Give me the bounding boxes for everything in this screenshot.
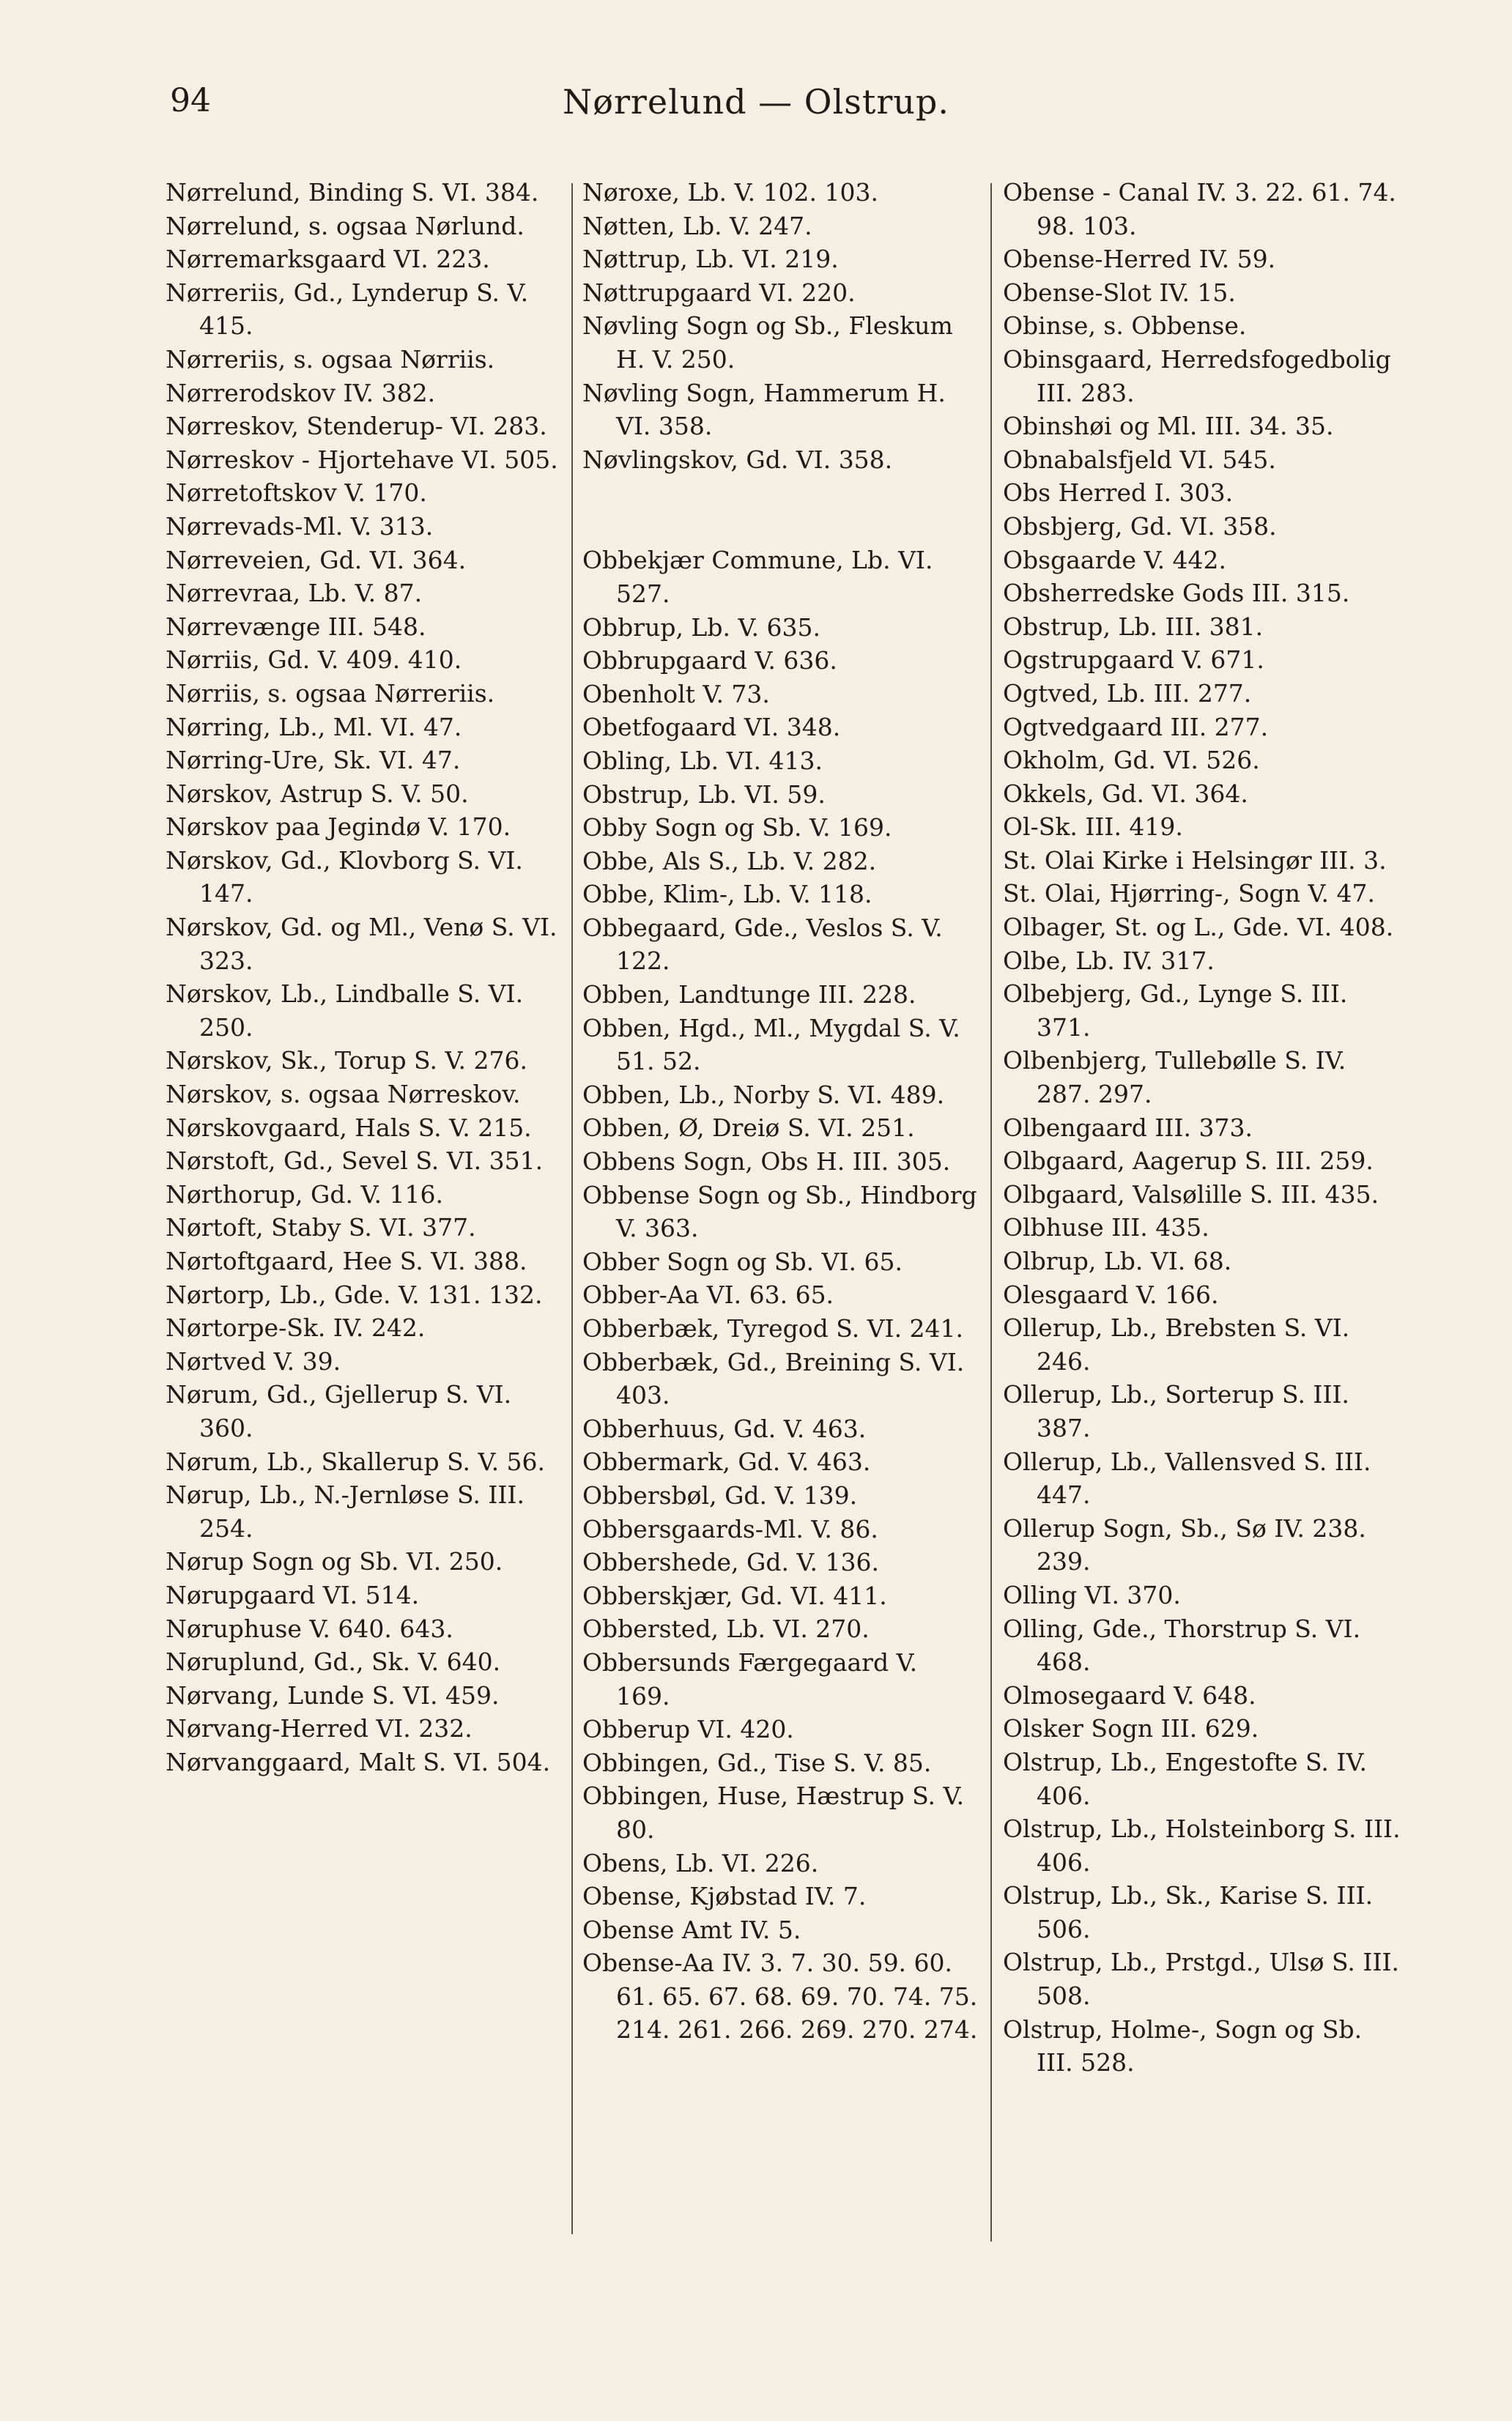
index-entry: Nøvling Sogn, Hammerum H. VI. 358. — [582, 378, 946, 441]
index-entry: Obnabalsfjeld VI. 545. — [1003, 445, 1276, 474]
index-entry: Obben, Ø, Dreiø S. VI. 251. — [582, 1113, 915, 1143]
index-entry: Obenholt V. 73. — [582, 679, 770, 708]
index-entry: Obs Herred I. 303. — [1003, 478, 1234, 508]
index-entry: Nørriis, Gd. V. 409. 410. — [166, 645, 462, 675]
index-entry: St. Olai Kirke i Helsingør III. 3. — [1003, 845, 1387, 875]
index-entry: Obbegaard, Gde., Veslos S. V. 122. — [582, 913, 943, 976]
index-entry: Obbekjær Commune, Lb. VI. 527. — [582, 546, 933, 608]
index-entry: Nøroxe, Lb. V. 102. 103. — [582, 178, 879, 207]
index-entry: Nørup, Lb., N.-Jernløse S. III. 254. — [166, 1480, 525, 1543]
index-entry: Obbense Sogn og Sb., Hindborg V. 363. — [582, 1180, 977, 1243]
index-entry: Olbrup, Lb. VI. 68. — [1003, 1247, 1232, 1275]
index-entry: Ogstrupgaard V. 671. — [1003, 645, 1264, 675]
index-entry: Olling, Gde., Thorstrup S. VI. 468. — [1003, 1614, 1361, 1677]
index-entry: Nørremarksgaard VI. 223. — [166, 245, 490, 274]
index-entry: Nørring, Lb., Ml. VI. 47. — [166, 712, 462, 741]
index-entry: Obling, Lb. VI. 413. — [582, 746, 823, 775]
index-entry: Nørum, Lb., Skallerup S. V. 56. — [166, 1447, 546, 1476]
index-entry: Nørskov, Gd. og Ml., Venø S. VI. 323. — [166, 913, 557, 975]
index-entry: Nørupgaard VI. 514. — [166, 1580, 420, 1609]
index-entry: Obense Amt IV. 5. — [582, 1915, 801, 1944]
index-entry: Nøvlingskov, Gd. VI. 358. — [582, 445, 893, 474]
index-entry: Olstrup, Lb., Engestofte S. IV. 406. — [1003, 1747, 1367, 1810]
index-entry: Nøtten, Lb. V. 247. — [582, 211, 812, 240]
section-gap — [582, 476, 978, 544]
index-entry: Olesgaard V. 166. — [1003, 1280, 1219, 1309]
index-entry: Obbrup, Lb. V. 635. — [582, 612, 820, 642]
index-entry: Obbermark, Gd. V. 463. — [582, 1447, 871, 1477]
index-entry: Olstrup, Lb., Prstgd., Ulsø S. III. 508. — [1003, 1948, 1400, 2011]
index-entry: Nørrelund, s. ogsaa Nørlund. — [166, 211, 525, 240]
index-entry: Nørrevænge III. 548. — [166, 612, 426, 641]
index-entry: Nøruphuse V. 640. 643. — [166, 1614, 453, 1643]
index-entry: Obbersbøl, Gd. V. 139. — [582, 1480, 858, 1510]
index-entry: Olsker Sogn III. 629. — [1003, 1714, 1259, 1743]
index-entry: Olbebjerg, Gd., Lynge S. III. 371. — [1003, 979, 1348, 1042]
index-entry: Obberbæk, Gd., Breining S. VI. 403. — [582, 1347, 965, 1410]
index-entry: Nørskov, Gd., Klovborg S. VI. 147. — [166, 845, 523, 908]
index-entry: Ollerup Sogn, Sb., Sø IV. 238. 239. — [1003, 1513, 1366, 1576]
index-entry: Olbhuse III. 435. — [1003, 1213, 1209, 1242]
index-entry: Nørvang, Lunde S. VI. 459. — [166, 1680, 500, 1710]
index-entry: Nørtoft, Staby S. VI. 377. — [166, 1213, 476, 1242]
index-entry: Obstrup, Lb. III. 381. — [1003, 612, 1264, 641]
index-entry: Nørreskov, Stenderup- VI. 283. — [166, 412, 547, 441]
index-entry: Obsgaarde V. 442. — [1003, 545, 1227, 574]
index-entry: Nørrelund, Binding S. VI. 384. — [166, 178, 539, 207]
index-entry: Ogtved, Lb. III. 277. — [1003, 678, 1252, 708]
index-entry: Obbersted, Lb. VI. 270. — [582, 1614, 870, 1644]
index-entry: Nørup Sogn og Sb. VI. 250. — [166, 1547, 503, 1576]
index-entry: Nørum, Gd., Gjellerup S. VI. 360. — [166, 1380, 512, 1442]
index-entry: Obben, Landtunge III. 228. — [582, 980, 916, 1009]
index-entry: Obberbæk, Tyregod S. VI. 241. — [582, 1314, 964, 1343]
index-entry: Obstrup, Lb. VI. 59. — [582, 779, 826, 809]
index-entry: Obben, Hgd., Ml., Mygdal S. V. 51. 52. — [582, 1013, 960, 1076]
index-entry: St. Olai, Hjørring-, Sogn V. 47. — [1003, 879, 1376, 908]
index-entry: Obense-Slot IV. 15. — [1003, 278, 1236, 307]
index-entry: Nørretoftskov V. 170. — [166, 478, 427, 508]
index-entry: Nørrevads-Ml. V. 313. — [166, 511, 434, 541]
index-entry: Ollerup, Lb., Vallensved S. III. 447. — [1003, 1447, 1371, 1510]
index-entry: Olbgaard, Valsølille S. III. 435. — [1003, 1179, 1379, 1209]
index-entry: Nøruplund, Gd., Sk. V. 640. — [166, 1647, 501, 1677]
index-entry: Nørskov paa Jegindø V. 170. — [166, 812, 511, 842]
index-entry: Nørtorp, Lb., Gde. V. 131. 132. — [166, 1280, 543, 1309]
index-entry: Obbrupgaard V. 636. — [582, 646, 837, 675]
index-entry: Obber Sogn og Sb. VI. 65. — [582, 1247, 903, 1276]
index-entry: Olstrup, Lb., Holsteinborg S. III. 406. — [1003, 1814, 1401, 1877]
index-entry: Obby Sogn og Sb. V. 169. — [582, 813, 892, 842]
index-entry: Nøttrup, Lb. VI. 219. — [582, 245, 839, 274]
index-entry: Nørskov, Lb., Lindballe S. VI. 250. — [166, 979, 524, 1042]
index-entry: Olstrup, Lb., Sk., Karise S. III. 506. — [1003, 1881, 1374, 1943]
index-entry: Nørskov, Sk., Torup S. V. 276. — [166, 1046, 527, 1075]
index-entry: Olstrup, Holme-, Sogn og Sb. III. 528. — [1003, 2014, 1363, 2077]
index-entry: Nøttrupgaard VI. 220. — [582, 278, 856, 307]
index-entry: Nørvanggaard, Malt S. VI. 504. — [166, 1747, 551, 1776]
index-entry: Nørskov, s. ogsaa Nørreskov. — [166, 1080, 521, 1109]
index-entry: Obbersunds Færgegaard V. 169. — [582, 1647, 918, 1710]
index-entry: Ollerup, Lb., Sorterup S. III. 387. — [1003, 1380, 1350, 1442]
index-entry: Obbingen, Gd., Tise S. V. 85. — [582, 1748, 932, 1777]
index-entry: Nørthorup, Gd. V. 116. — [166, 1179, 444, 1209]
index-entry: Obberhuus, Gd. V. 463. — [582, 1414, 867, 1443]
index-entry: Obense-Aa IV. 3. 7. 30. 59. 60. 61. 65. 67. 68. 69. 70. 74. 75. 214. 261. 266. 269. 270. 274. — [582, 1949, 978, 2044]
column-divider — [990, 183, 992, 2242]
index-entry: Olbager, St. og L., Gde. VI. 408. — [1003, 913, 1394, 942]
index-entry: Nørvang-Herred VI. 232. — [166, 1714, 472, 1743]
index-entry: Olling VI. 370. — [1003, 1580, 1181, 1609]
running-head: Nørrelund — Olstrup. — [563, 82, 949, 122]
index-entry: Nørstoft, Gd., Sevel S. VI. 351. — [166, 1146, 544, 1176]
index-column-2 — [582, 176, 978, 2047]
index-entry: Obberup VI. 420. — [582, 1715, 794, 1744]
index-entry: Ol-Sk. III. 419. — [1003, 812, 1183, 842]
index-entry: Obber-Aa VI. 63. 65. — [582, 1280, 834, 1310]
index-entry: Obbens Sogn, Obs H. III. 305. — [582, 1147, 951, 1176]
column-divider — [571, 183, 573, 2234]
index-entry: Ollerup, Lb., Brebsten S. VI. 246. — [1003, 1313, 1350, 1376]
index-entry: Nørring-Ure, Sk. VI. 47. — [166, 746, 461, 775]
index-entry: Nørskovgaard, Hals S. V. 215. — [166, 1113, 532, 1142]
index-entry: Olbengaard III. 373. — [1003, 1113, 1253, 1142]
index-entry: Obbingen, Huse, Hæstrup S. V. 80. — [582, 1782, 965, 1844]
index-entry: Nørtoftgaard, Hee S. VI. 388. — [166, 1247, 527, 1275]
index-entry: Obense - Canal IV. 3. 22. 61. 74. 98. 103. — [1003, 178, 1396, 240]
index-entry: Olbenbjerg, Tullebølle S. IV. 287. 297. — [1003, 1046, 1346, 1109]
index-entry: Olmosegaard V. 648. — [1003, 1680, 1256, 1710]
index-entry: Obinsgaard, Herredsfogedbolig III. 283. — [1003, 344, 1391, 407]
index-entry: Okkels, Gd. VI. 364. — [1003, 779, 1248, 808]
index-column-3 — [1003, 176, 1404, 2080]
index-entry: Obinshøi og Ml. III. 34. 35. — [1003, 412, 1334, 441]
page-header — [0, 82, 1512, 133]
index-entry: Nørrevraa, Lb. V. 87. — [166, 579, 423, 608]
index-entry: Nørriis, s. ogsaa Nørreriis. — [166, 678, 495, 708]
index-entry: Obens, Lb. VI. 226. — [582, 1848, 819, 1877]
index-entry: Nørreriis, Gd., Lynderup S. V. 415. — [166, 278, 529, 341]
index-entry: Obbersgaards-Ml. V. 86. — [582, 1514, 878, 1543]
index-entry: Obbershede, Gd. V. 136. — [582, 1548, 879, 1577]
index-entry: Obense-Herred IV. 59. — [1003, 245, 1276, 274]
index-entry: Obense, Kjøbstad IV. 7. — [582, 1882, 867, 1911]
index-entry: Obinse, s. Obbense. — [1003, 311, 1247, 341]
index-entry: Nørreskov - Hjortehave VI. 505. — [166, 445, 558, 474]
index-entry: Okholm, Gd. VI. 526. — [1003, 746, 1260, 775]
index-entry: Nørtorpe-Sk. IV. 242. — [166, 1313, 426, 1343]
index-entry: Nøvling Sogn og Sb., Fleskum H. V. 250. — [582, 311, 953, 374]
index-entry: Nørtved V. 39. — [166, 1346, 341, 1376]
index-entry: Obsherredske Gods III. 315. — [1003, 579, 1350, 608]
index-entry: Obsbjerg, Gd. VI. 358. — [1003, 511, 1277, 541]
index-entry: Obetfogaard VI. 348. — [582, 713, 841, 742]
index-entry: Obbe, Klim-, Lb. V. 118. — [582, 880, 872, 909]
index-entry: Nørrerodskov IV. 382. — [166, 378, 436, 407]
page-number: 94 — [170, 82, 211, 119]
index-entry: Olbe, Lb. IV. 317. — [1003, 946, 1215, 975]
index-entry: Obbe, Als S., Lb. V. 282. — [582, 846, 877, 875]
index-column-1 — [166, 176, 560, 1779]
index-entry: Nørreriis, s. ogsaa Nørriis. — [166, 344, 495, 374]
index-entry: Olbgaard, Aagerup S. III. 259. — [1003, 1146, 1374, 1176]
index-entry: Nørreveien, Gd. VI. 364. — [166, 545, 467, 574]
index-entry: Obberskjær, Gd. VI. 411. — [582, 1581, 887, 1610]
index-entry: Nørskov, Astrup S. V. 50. — [166, 779, 469, 808]
index-entry: Obben, Lb., Norby S. VI. 489. — [582, 1080, 945, 1109]
index-entry: Ogtvedgaard III. 277. — [1003, 712, 1269, 741]
